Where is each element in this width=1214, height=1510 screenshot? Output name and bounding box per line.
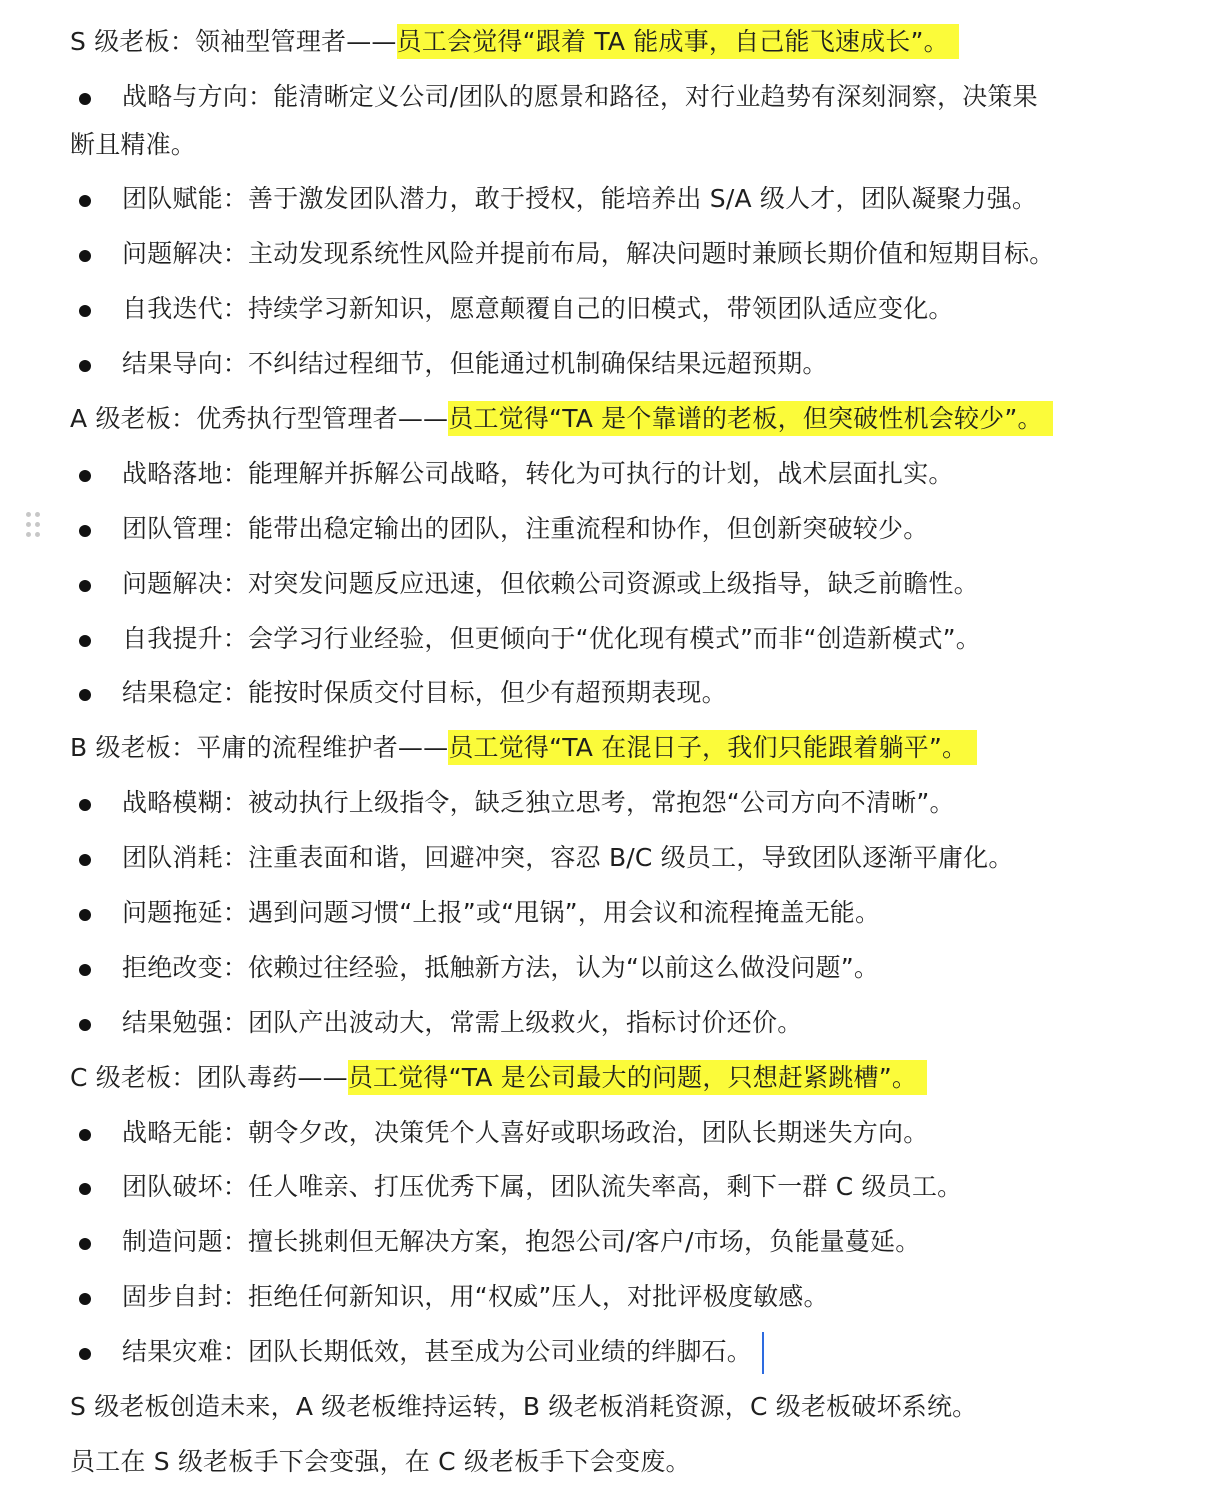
heading-c-level (70, 1058, 927, 1098)
heading-text: B 级老板：平庸的流程维护者—— (70, 733, 449, 762)
heading-text: S 级老板：领袖型管理者—— (70, 27, 397, 56)
text-cursor (762, 1332, 764, 1374)
list-item-text: 战略模糊：被动执行上级指令，缺乏独立思考，常抱怨“公司方向不清晰”。 (122, 788, 955, 817)
list-item (70, 344, 828, 384)
highlighted-text: 员工觉得“TA 是公司最大的问题，只想赶紧跳槽”。 (348, 1060, 927, 1095)
list-item-text: 团队管理：能带出稳定输出的团队，注重流程和协作，但创新突破较少。 (122, 514, 929, 543)
list-item-text: 拒绝改变：依赖过往经验，抵触新方法，认为“以前这么做没问题”。 (122, 953, 880, 982)
heading-a-level (70, 399, 1053, 439)
list-item-text: 自我提升：会学习行业经验，但更倾向于“优化现有模式”而非“创造新模式”。 (122, 624, 982, 653)
list-item-text: 制造问题：擅长挑刺但无解决方案，抱怨公司/客户/市场，负能量蔓延。 (122, 1227, 921, 1256)
list-item-text: 自我迭代：持续学习新知识，愿意颠覆自己的旧模式，带领团队适应变化。 (122, 294, 954, 323)
list-item-text: 战略落地：能理解并拆解公司战略，转化为可执行的计划，战术层面扎实。 (122, 459, 954, 488)
paragraph-text: S 级老板创造未来，A 级老板维持运转，B 级老板消耗资源，C 级老板破坏系统。 (70, 1392, 978, 1421)
list-item-text: 结果稳定：能按时保质交付目标，但少有超预期表现。 (122, 678, 727, 707)
list-item-continuation (70, 125, 196, 165)
list-item-text: 战略与方向：能清晰定义公司/团队的愿景和路径，对行业趋势有深刻洞察，决策果 (122, 82, 1038, 111)
summary-paragraph (70, 1387, 977, 1427)
list-item (70, 454, 954, 494)
heading-b-level (70, 728, 977, 768)
list-item (70, 673, 727, 713)
highlighted-text: 员工觉得“TA 在混日子，我们只能跟着躺平”。 (448, 730, 977, 765)
list-item-text: 问题解决：对突发问题反应迅速，但依赖公司资源或上级指导，缺乏前瞻性。 (122, 569, 979, 598)
highlighted-text: 员工觉得“TA 是个靠谱的老板，但突破性机会较少”。 (448, 401, 1052, 436)
list-item (70, 509, 928, 549)
heading-s-level (70, 22, 959, 62)
list-item-text: 团队消耗：注重表面和谐，回避冲突，容忍 B/C 级员工，导致团队逐渐平庸化。 (122, 843, 1014, 872)
summary-paragraph (70, 1442, 691, 1482)
list-item (70, 893, 880, 933)
list-item (70, 234, 1054, 274)
heading-text: C 级老板：团队毒药—— (70, 1063, 348, 1092)
list-item-text: 问题拖延：遇到问题习惯“上报”或“甩锅”，用会议和流程掩盖无能。 (122, 898, 881, 927)
highlighted-text: 员工会觉得“跟着 TA 能成事，自己能飞速成长”。 (397, 24, 959, 59)
list-item[interactable] (70, 1332, 764, 1372)
list-item (70, 1222, 920, 1262)
list-item-text: 问题解决：主动发现系统性风险并提前布局，解决问题时兼顾长期价值和短期目标。 (122, 239, 1055, 268)
list-item (70, 77, 1038, 117)
list-item (70, 1003, 802, 1043)
list-item (70, 1167, 962, 1207)
list-item-text: 结果勉强：团队产出波动大，常需上级救火，指标讨价还价。 (122, 1008, 803, 1037)
list-item-text: 断且精准。 (70, 130, 197, 159)
list-item-text[interactable]: 结果灾难：团队长期低效，甚至成为公司业绩的绊脚石。 (122, 1337, 753, 1366)
list-item (70, 783, 955, 823)
list-item-text: 团队赋能：善于激发团队潜力，敢于授权，能培养出 S/A 级人才，团队凝聚力强。 (122, 184, 1038, 213)
list-item (70, 179, 1037, 219)
list-item (70, 948, 879, 988)
paragraph-text: 员工在 S 级老板手下会变强，在 C 级老板手下会变废。 (70, 1447, 691, 1476)
drag-handle-icon[interactable] (26, 512, 40, 540)
list-item (70, 619, 981, 659)
list-item (70, 838, 1014, 878)
list-item (70, 1277, 829, 1317)
heading-text: A 级老板：优秀执行型管理者—— (70, 404, 449, 433)
list-item-text: 团队破坏：任人唯亲、打压优秀下属，团队流失率高，剩下一群 C 级员工。 (122, 1172, 963, 1201)
list-item-text: 结果导向：不纠结过程细节，但能通过机制确保结果远超预期。 (122, 349, 828, 378)
list-item (70, 564, 979, 604)
list-item (70, 289, 954, 329)
list-item-text: 战略无能：朝令夕改，决策凭个人喜好或职场政治，团队长期迷失方向。 (122, 1118, 929, 1147)
list-item (70, 1113, 928, 1153)
list-item-text: 固步自封：拒绝任何新知识，用“权威”压人，对批评极度敏感。 (122, 1282, 829, 1311)
